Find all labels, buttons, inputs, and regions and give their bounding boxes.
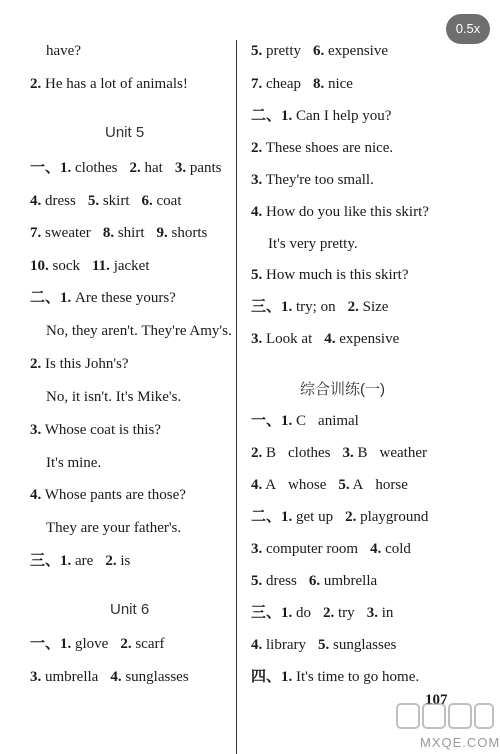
answer-line: 三、1. are 2. is xyxy=(30,553,131,569)
answer-line: 5. dress 6. umbrella xyxy=(251,573,378,589)
page-number: 107 xyxy=(425,692,448,708)
answer-line: They are your father's. xyxy=(46,520,182,536)
answer-line: have? xyxy=(46,43,81,59)
answer-line: 二、1. Are these yours? xyxy=(30,290,176,306)
answer-line: 4. Whose pants are those? xyxy=(30,487,186,503)
answer-line: No, it isn't. It's Mike's. xyxy=(46,389,182,405)
answer-line: 3. computer room 4. cold xyxy=(251,541,411,557)
answer-line: It's very pretty. xyxy=(268,236,358,252)
answer-line: 3. umbrella 4. sunglasses xyxy=(30,669,189,685)
answer-line: 二、1. Can I help you? xyxy=(251,108,392,124)
answer-line: 4. dress 5. skirt 6. coat xyxy=(30,193,182,209)
answer-line: 7. sweater 8. shirt 9. shorts xyxy=(30,225,208,241)
answer-line: 2. Is this John's? xyxy=(30,356,129,372)
answer-line: 3. They're too small. xyxy=(251,172,374,188)
playback-speed-badge[interactable]: 0.5x xyxy=(446,14,490,44)
watermark-text: MXQE.COM xyxy=(420,735,500,750)
answer-line: 5. How much is this skirt? xyxy=(251,267,409,283)
answer-line: 3. Whose coat is this? xyxy=(30,422,161,438)
review-heading: 综合训练(一) xyxy=(300,381,385,398)
answer-line: 一、1. glove 2. scarf xyxy=(30,636,165,652)
answer-line: 2. These shoes are nice. xyxy=(251,140,394,156)
answer-line: 10. sock 11. jacket xyxy=(30,258,150,274)
answer-line: 4. library 5. sunglasses xyxy=(251,637,397,653)
answer-line: 7. cheap 8. nice xyxy=(251,76,353,92)
answer-line: 三、1. try; on 2. Size xyxy=(251,299,389,315)
watermark-logo-icon xyxy=(395,700,495,732)
answer-line: 一、1. clothes 2. hat 3. pants xyxy=(30,160,222,176)
unit-5-heading: Unit 5 xyxy=(105,124,145,141)
answer-line: 4. A whose 5. A horse xyxy=(251,477,408,493)
answer-line: 三、1. do 2. try 3. in xyxy=(251,605,394,621)
answer-line: 一、1. C animal xyxy=(251,413,359,429)
answer-line: 二、1. get up 2. playground xyxy=(251,509,429,525)
answer-line: 2. B clothes 3. B weather xyxy=(251,445,427,461)
answer-line: 3. Look at 4. expensive xyxy=(251,331,400,347)
column-divider xyxy=(236,40,237,754)
answer-line: No, they aren't. They're Amy's. xyxy=(46,323,232,339)
answer-line: It's mine. xyxy=(46,455,102,471)
answer-line: 2. He has a lot of animals! xyxy=(30,76,188,92)
answer-line: 4. How do you like this skirt? xyxy=(251,204,429,220)
answer-line: 四、1. It's time to go home. xyxy=(251,669,420,685)
answer-line: 5. pretty 6. expensive xyxy=(251,43,388,59)
unit-6-heading: Unit 6 xyxy=(110,601,150,618)
